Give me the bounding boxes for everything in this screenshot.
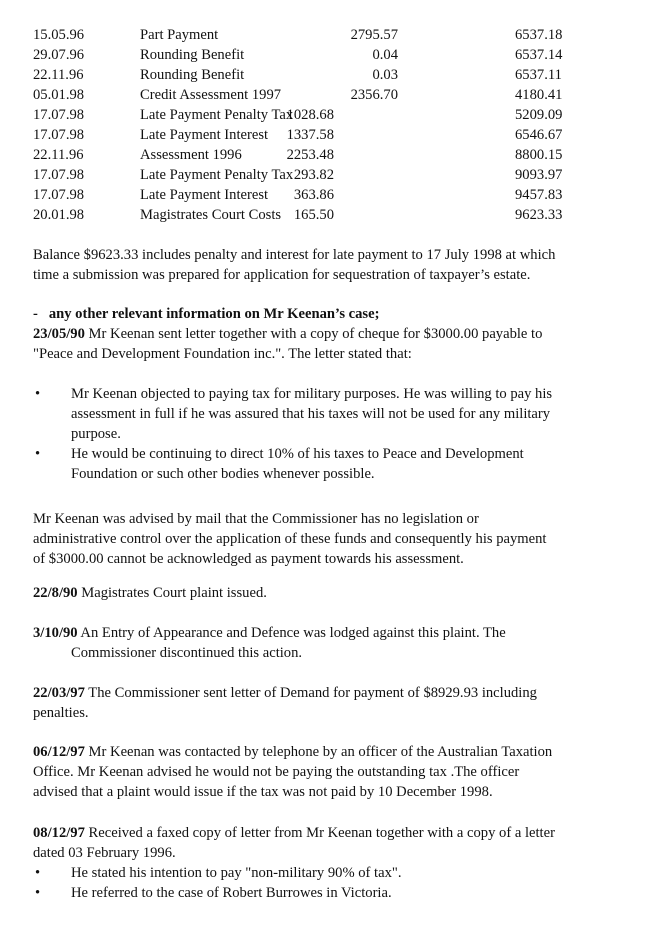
ledger-credit: 0.04: [372, 47, 398, 63]
ledger-row: [0, 165, 672, 185]
ledger-date: 29.07.96: [33, 47, 85, 63]
list-item: [33, 883, 653, 903]
entry-23-05-90: [33, 324, 653, 364]
list-item-line: He would be continuing to direct 10% of his taxes to Peace and Development: [71, 446, 524, 462]
entry-text: Office. Mr Keenan advised he would not be paying the outstanding tax .The officer: [33, 764, 520, 780]
entry-text: Mr Keenan was contacted by telephone by an officer of the Australian Taxation: [84, 744, 553, 760]
ledger-debit: 2253.48: [286, 147, 334, 163]
ledger-row: [0, 45, 672, 65]
ledger-credit: 2356.70: [350, 87, 398, 103]
entry-text: Commissioner discontinued this action.: [71, 645, 303, 661]
list-item-line: He stated his intention to pay "non-military 90% of tax".: [71, 865, 402, 881]
ledger-debit: 363.86: [293, 187, 334, 203]
list-item-line: Mr Keenan objected to paying tax for military purposes. He was willing to pay his: [71, 386, 553, 402]
entry-06-12-97: [33, 742, 653, 802]
ledger-balance: 9457.83: [515, 187, 563, 203]
ledger-date: 15.05.96: [33, 27, 85, 43]
ledger-balance: 6537.18: [515, 27, 563, 43]
ledger-row: [0, 125, 672, 145]
ledger-debit: 165.50: [293, 207, 334, 223]
advice-line: of $3000.00 cannot be acknowledged as payment towards his assessment.: [33, 551, 464, 567]
list-item-line: Foundation or such other bodies whenever possible.: [71, 466, 375, 482]
bullet-icon: •: [35, 865, 41, 881]
ledger-date: 17.07.98: [33, 107, 85, 123]
ledger-date: 22.11.96: [33, 147, 84, 163]
ledger-description: Late Payment Interest: [140, 127, 269, 143]
ledger-credit: 2795.57: [350, 27, 398, 43]
section-heading-text: any other relevant information on Mr Keenan’s case;: [48, 306, 380, 322]
fax-points-list: [33, 863, 653, 903]
ledger-date: 22.11.96: [33, 67, 84, 83]
ledger-debit: 1337.58: [286, 127, 334, 143]
entry-22-8-90: [33, 583, 653, 603]
ledger-balance: 6546.67: [515, 127, 563, 143]
list-item-line: He referred to the case of Robert Burrowes in Victoria.: [71, 885, 392, 901]
ledger-date: 17.07.98: [33, 187, 85, 203]
ledger-row: [0, 105, 672, 125]
entry-text: An Entry of Appearance and Defence was lodged against this plaint. The: [77, 625, 506, 641]
ledger-row: [0, 85, 672, 105]
list-item: [33, 863, 653, 883]
entry-text: Received a faxed copy of letter from Mr Keenan together with a copy of a letter: [84, 825, 555, 841]
balance-note-line: time a submission was prepared for application for sequestration of taxpayer’s estate.: [33, 267, 531, 283]
ledger-date: 17.07.98: [33, 127, 85, 143]
entry-date: 22/8/90: [33, 585, 78, 601]
list-item-line: purpose.: [71, 426, 121, 442]
entry-date: 06/12/97: [33, 744, 85, 760]
section-heading: [33, 304, 653, 324]
entry-3-10-90: [33, 623, 653, 663]
ledger-balance: 6537.14: [515, 47, 563, 63]
ledger-row: [0, 25, 672, 45]
entry-text: Magistrates Court plaint issued.: [77, 585, 267, 601]
entry-text: advised that a plaint would issue if the tax was not paid by 10 December 1998.: [33, 784, 493, 800]
entry-date: 23/05/90: [33, 326, 85, 342]
ledger-row: [0, 205, 672, 225]
ledger-description: Magistrates Court Costs: [140, 207, 282, 223]
ledger-debit: 1028.68: [286, 107, 334, 123]
ledger-description: Rounding Benefit: [140, 67, 245, 83]
ledger-description: Late Payment Interest: [140, 187, 269, 203]
entry-text: dated 03 February 1996.: [33, 845, 176, 861]
entry-text: "Peace and Development Foundation inc.". The letter stated that:: [33, 346, 412, 362]
ledger-balance: 4180.41: [515, 87, 563, 103]
ledger-balance: 9623.33: [515, 207, 563, 223]
balance-note-line: Balance $9623.33 includes penalty and interest for late payment to 17 July 1998 at which: [33, 247, 556, 263]
section-heading-marker: -: [33, 306, 38, 322]
ledger-description: Credit Assessment 1997: [140, 87, 282, 103]
ledger-balance: 8800.15: [515, 147, 563, 163]
ledger-date: 05.01.98: [33, 87, 85, 103]
entry-date: 22/03/97: [33, 685, 85, 701]
balance-note: [33, 245, 653, 285]
ledger-row: [0, 65, 672, 85]
entry-08-12-97: [33, 823, 653, 863]
ledger-balance: 5209.09: [515, 107, 563, 123]
ledger-description: Assessment 1996: [140, 147, 242, 163]
list-item: [33, 384, 653, 444]
entry-text: penalties.: [33, 705, 89, 721]
ledger-debit: 293.82: [293, 167, 334, 183]
ledger-date: 17.07.98: [33, 167, 85, 183]
ledger-balance: 6537.11: [515, 67, 562, 83]
entry-22-03-97: [33, 683, 653, 723]
ledger-description: Part Payment: [140, 27, 219, 43]
bullet-icon: •: [35, 386, 41, 402]
advice-line: administrative control over the application of these funds and consequently his payment: [33, 531, 547, 547]
ledger-row: [0, 185, 672, 205]
ledger-credit: 0.03: [372, 67, 398, 83]
ledger-description: Rounding Benefit: [140, 47, 245, 63]
list-item-line: assessment in full if he was assured that his taxes will not be used for any military: [71, 406, 551, 422]
entry-date: 08/12/97: [33, 825, 85, 841]
entry-text: Mr Keenan sent letter together with a copy of cheque for $3000.00 payable to: [84, 326, 543, 342]
entry-text: The Commissioner sent letter of Demand for payment of $8929.93 including: [84, 685, 537, 701]
list-item: [33, 444, 653, 484]
letter-points-list: [33, 384, 653, 484]
entry-date: 3/10/90: [33, 625, 78, 641]
ledger-description: Late Payment Penalty Tax: [140, 167, 294, 183]
account-ledger: [0, 25, 672, 225]
ledger-date: 20.01.98: [33, 207, 85, 223]
bullet-icon: •: [35, 885, 41, 901]
ledger-balance: 9093.97: [515, 167, 563, 183]
ledger-row: [0, 145, 672, 165]
advice-line: Mr Keenan was advised by mail that the Commissioner has no legislation or: [33, 511, 479, 527]
bullet-icon: •: [35, 446, 41, 462]
ledger-description: Late Payment Penalty Tax: [140, 107, 294, 123]
advice-paragraph: [33, 509, 653, 569]
